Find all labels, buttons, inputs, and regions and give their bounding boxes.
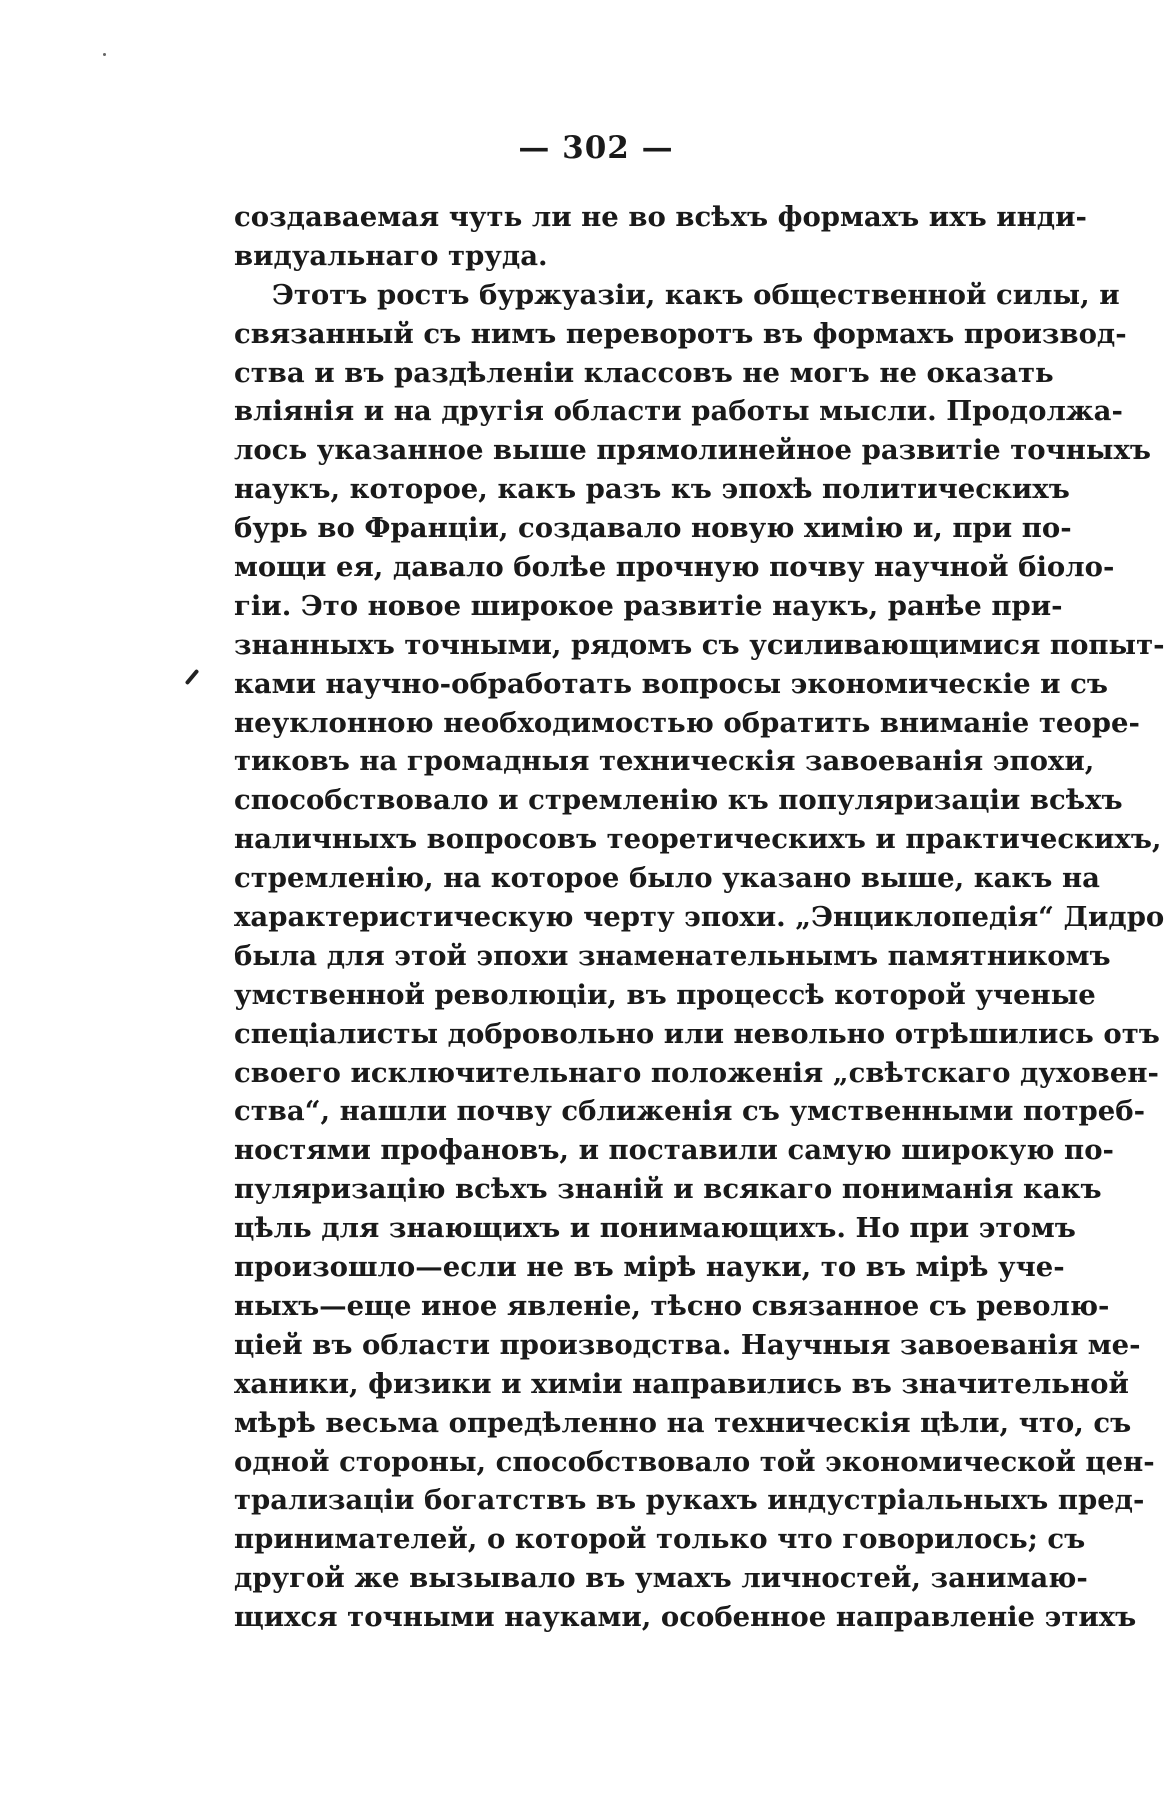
text-line: наличныхъ вопросовъ теоретическихъ и практическихъ, [234,823,1162,856]
text-line: видуальнаго труда. [234,239,548,272]
text-line: произошло—если не въ мірѣ науки, то въ мірѣ уче- [234,1251,1065,1284]
text-line: бурь во Франціи, создавало новую химію и, при по- [234,512,1072,545]
text-line: щихся точными науками, особенное направленіе этихъ [234,1601,1137,1634]
text-line: гіи. Это новое широкое развитіе наукъ, ранѣе при- [234,589,1063,622]
text-line: одной стороны, способствовало той экономической цен- [234,1445,1155,1478]
text-line: принимателей, о которой только что говорилось; съ [234,1523,1086,1556]
paragraph-first-line: Этотъ ростъ буржуазіи, какъ общественной силы, и [272,278,1120,311]
body-text [234,198,1165,1637]
text-line: своего исключительнаго положенія „свѣтскаго духовен- [234,1056,1159,1089]
margin-pencil-mark [185,669,200,685]
text-line: создаваемая чуть ли не во всѣхъ формахъ ихъ инди- [234,201,1087,233]
print-speck [103,53,106,56]
text-line: стремленію, на которое было указано выше, какъ на [234,862,1100,895]
text-line: ками научно-обработать вопросы экономическіе и съ [234,667,1108,700]
text-line: характеристическую черту эпохи. „Энциклопедія“ Дидро [234,901,1165,934]
text-line: мощи ея, давало болѣе прочную почву научной біоло- [234,551,1115,584]
text-line: другой же вызывало въ умахъ личностей, занимаю- [234,1562,1088,1595]
text-line: связанный съ нимъ переворотъ въ формахъ производ- [234,317,1127,350]
text-line: лось указанное выше прямолинейное развитіе точныхъ [234,434,1151,467]
text-line: трализаціи богатствъ въ рукахъ индустріальныхъ пред- [234,1484,1145,1517]
text-line: пуляризацію всѣхъ знаній и всякаго пониманія какъ [234,1173,1102,1206]
text-line: ностями профановъ, и поставили самую широкую по- [234,1134,1114,1167]
text-line: способствовало и стремленію къ популяризаціи всѣхъ [234,784,1123,817]
text-line: спеціалисты добровольно или невольно отрѣшились отъ [234,1017,1160,1050]
text-line: знанныхъ точными, рядомъ съ усиливающимися попыт- [234,628,1165,661]
text-line: ханики, физики и химіи направились въ значительной [234,1367,1129,1400]
text-line: наукъ, которое, какъ разъ къ эпохѣ политическихъ [234,473,1070,506]
text-line: ныхъ—еще иное явленіе, тѣсно связанное съ револю- [234,1289,1110,1322]
text-line: тиковъ на громадныя техническія завоеванія эпохи, [234,745,1095,778]
text-line: мѣрѣ весьма опредѣленно на техническія цѣли, что, съ [234,1406,1132,1439]
text-line: была для этой эпохи знаменательнымъ памятникомъ [234,939,1111,972]
page-number: — 302 — [518,130,674,166]
text-line: неуклонною необходимостью обратить вниманіе теоре- [234,706,1140,739]
text-line: вліянія и на другія области работы мысли. Продолжа- [234,395,1123,428]
text-line: ства и въ раздѣленіи классовъ не могъ не оказать [234,356,1054,389]
text-line: ціей въ области производства. Научныя завоеванія ме- [234,1328,1141,1361]
text-line: цѣль для знающихъ и понимающихъ. Но при этомъ [234,1212,1076,1245]
text-line: ства“, нашли почву сближенія съ умственными потреб- [234,1095,1145,1128]
text-line: умственной революціи, въ процессѣ которой ученые [234,978,1096,1011]
